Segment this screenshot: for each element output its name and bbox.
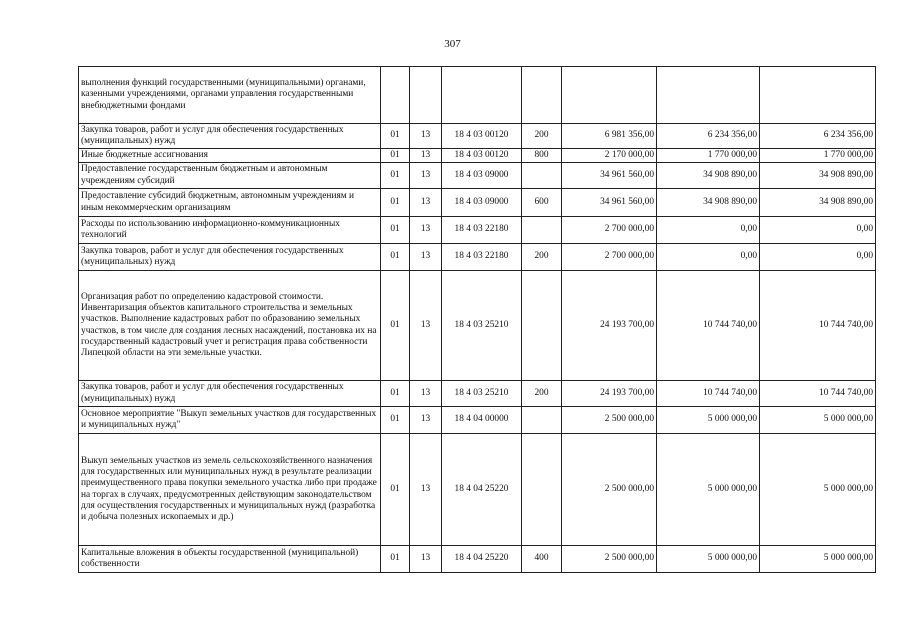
target-article-code: 18 4 03 09000	[442, 189, 522, 217]
amount-year-1: 24 193 700,00	[562, 381, 657, 407]
subsection-code: 13	[410, 546, 442, 573]
amount-year-2: 34 908 890,00	[657, 163, 760, 189]
amount-year-2: 10 744 740,00	[657, 381, 760, 407]
amount-year-1: 2 170 000,00	[562, 149, 657, 163]
expense-type-code	[522, 217, 562, 244]
target-article-code: 18 4 03 00120	[442, 149, 522, 163]
amount-year-3: 34 908 890,00	[760, 163, 876, 189]
target-article-code: 18 4 04 25220	[442, 546, 522, 573]
amount-year-3: 10 744 740,00	[760, 271, 876, 381]
amount-year-3: 5 000 000,00	[760, 546, 876, 573]
table-row	[79, 124, 876, 149]
amount-year-1: 2 700 000,00	[562, 217, 657, 244]
row-description: Предоставление государственным бюджетным и автономным учреждениям субсидий	[79, 163, 381, 189]
amount-year-1: 24 193 700,00	[562, 271, 657, 381]
amount-year-2: 0,00	[657, 217, 760, 244]
subsection-code: 13	[410, 434, 442, 546]
row-description: Закупка товаров, работ и услуг для обеспечения государственных (муниципальных) нужд	[79, 244, 381, 271]
amount-year-2: 6 234 356,00	[657, 124, 760, 149]
section-code: 01	[381, 163, 410, 189]
subsection-code: 13	[410, 407, 442, 434]
row-description: Предоставление субсидий бюджетным, автономным учреждениям и иным некоммерческим организациям	[79, 189, 381, 217]
section-code: 01	[381, 381, 410, 407]
target-article-code: 18 4 03 22180	[442, 217, 522, 244]
row-description: Иные бюджетные ассигнования	[79, 149, 381, 163]
section-code: 01	[381, 546, 410, 573]
amount-year-1: 34 961 560,00	[562, 189, 657, 217]
amount-year-1: 6 981 356,00	[562, 124, 657, 149]
expense-type-code	[522, 271, 562, 381]
expense-type-code	[522, 434, 562, 546]
row-description: Выкуп земельных участков из земель сельскохозяйственного назначения для государственных или муниципальных нужд в результате реализации преимущественного права покупки земельного участка либо при продаже на торгах в случаях, предусмотренных действующим законодательством для осуществления государственных и муниципальных нужд (разработка и добыча полезных ископаемых и др.)	[79, 434, 381, 546]
expense-type-code	[522, 163, 562, 189]
subsection-code: 13	[410, 163, 442, 189]
target-article-code: 18 4 03 09000	[442, 163, 522, 189]
row-description: Расходы по использованию информационно-коммуникационных технологий	[79, 217, 381, 244]
table-row	[79, 149, 876, 163]
expense-type-code: 400	[522, 546, 562, 573]
target-article-code: 18 4 03 25210	[442, 271, 522, 381]
row-description: Капитальные вложения в объекты государственной (муниципальной) собственности	[79, 546, 381, 573]
section-code: 01	[381, 149, 410, 163]
row-description: Закупка товаров, работ и услуг для обеспечения государственных (муниципальных) нужд	[79, 124, 381, 149]
amount-year-3: 5 000 000,00	[760, 407, 876, 434]
amount-year-3: 6 234 356,00	[760, 124, 876, 149]
amount-year-1: 34 961 560,00	[562, 163, 657, 189]
section-code: 01	[381, 244, 410, 271]
section-code: 01	[381, 189, 410, 217]
amount-year-2: 34 908 890,00	[657, 189, 760, 217]
section-code: 01	[381, 217, 410, 244]
amount-year-2: 5 000 000,00	[657, 434, 760, 546]
table-row	[79, 434, 876, 546]
table-row	[79, 546, 876, 573]
expense-type-code: 200	[522, 381, 562, 407]
table-row	[79, 189, 876, 217]
table-row	[79, 163, 876, 189]
expense-type-code: 800	[522, 149, 562, 163]
subsection-code: 13	[410, 149, 442, 163]
table-row	[79, 407, 876, 434]
amount-year-3: 10 744 740,00	[760, 381, 876, 407]
subsection-code: 13	[410, 124, 442, 149]
amount-year-3: 0,00	[760, 244, 876, 271]
subsection-code: 13	[410, 217, 442, 244]
expense-type-code: 200	[522, 124, 562, 149]
budget-table	[78, 66, 876, 573]
page-number: 307	[444, 38, 461, 50]
row-description: Основное мероприятие "Выкуп земельных участков для государственных и муниципальных нужд"	[79, 407, 381, 434]
amount-year-2: 0,00	[657, 244, 760, 271]
amount-year-1: 2 500 000,00	[562, 546, 657, 573]
section-code: 01	[381, 407, 410, 434]
table-row	[79, 381, 876, 407]
target-article-code: 18 4 03 00120	[442, 124, 522, 149]
expense-type-code: 200	[522, 244, 562, 271]
target-article-code: 18 4 04 00000	[442, 407, 522, 434]
table-row	[79, 217, 876, 244]
subsection-code: 13	[410, 244, 442, 271]
amount-year-3: 0,00	[760, 217, 876, 244]
section-code	[381, 67, 410, 124]
section-code: 01	[381, 434, 410, 546]
section-code: 01	[381, 124, 410, 149]
row-description: выполнения функций государственными (муниципальными) органами, казенными учреждениями, органами управления государственными внебюджетными фондами	[79, 67, 381, 124]
amount-year-3: 5 000 000,00	[760, 434, 876, 546]
target-article-code	[442, 67, 522, 124]
table-row	[79, 271, 876, 381]
amount-year-2: 5 000 000,00	[657, 546, 760, 573]
amount-year-1	[562, 67, 657, 124]
table-row	[79, 67, 876, 124]
amount-year-3: 1 770 000,00	[760, 149, 876, 163]
target-article-code: 18 4 04 25220	[442, 434, 522, 546]
row-description: Закупка товаров, работ и услуг для обеспечения государственных (муниципальных) нужд	[79, 381, 381, 407]
expense-type-code	[522, 407, 562, 434]
subsection-code: 13	[410, 271, 442, 381]
table-row	[79, 244, 876, 271]
amount-year-1: 2 500 000,00	[562, 434, 657, 546]
amount-year-2	[657, 67, 760, 124]
amount-year-2: 5 000 000,00	[657, 407, 760, 434]
amount-year-2: 10 744 740,00	[657, 271, 760, 381]
amount-year-1: 2 500 000,00	[562, 407, 657, 434]
amount-year-3: 34 908 890,00	[760, 189, 876, 217]
expense-type-code: 600	[522, 189, 562, 217]
amount-year-2: 1 770 000,00	[657, 149, 760, 163]
subsection-code	[410, 67, 442, 124]
subsection-code: 13	[410, 189, 442, 217]
expense-type-code	[522, 67, 562, 124]
section-code: 01	[381, 271, 410, 381]
row-description: Организация работ по определению кадастровой стоимости. Инвентаризация объектов капитального строительства и земельных участков. Выполнение кадастровых работ по образованию земельных участков, в том числе для создания лесных насаждений, постановка их на государственный кадастровый учет и регистрация права собственности Липецкой области на эти земельные участки.	[79, 271, 381, 381]
target-article-code: 18 4 03 22180	[442, 244, 522, 271]
target-article-code: 18 4 03 25210	[442, 381, 522, 407]
subsection-code: 13	[410, 381, 442, 407]
amount-year-3	[760, 67, 876, 124]
amount-year-1: 2 700 000,00	[562, 244, 657, 271]
